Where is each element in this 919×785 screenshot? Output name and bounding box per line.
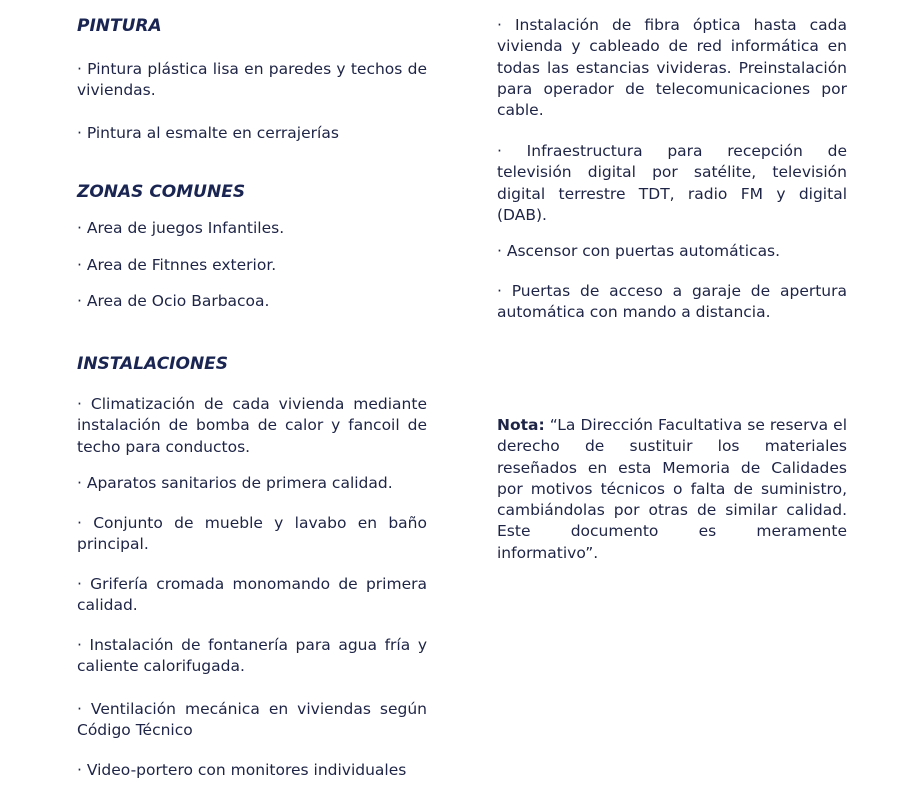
- list-item: · Puertas de acceso a garaje de apertura automática con mando a distancia.: [497, 282, 847, 322]
- section-heading-pintura: PINTURA: [77, 16, 162, 36]
- list-item: · Instalación de fontanería para agua fría y caliente calorifugada.: [77, 636, 427, 676]
- list-item: · Area de Ocio Barbacoa.: [77, 292, 270, 310]
- nota-text: “La Dirección Facultativa se reserva el derecho de sustituir los materiales reseñados en esta Memoria de Calidades por motivos técnicos o falta de suministro, cambiándolas por otras de similar calidad. Este documento es meramente informativo”.: [497, 416, 847, 562]
- section-heading-zonas-comunes: ZONAS COMUNES: [77, 182, 246, 202]
- list-item: · Area de Fitnnes exterior.: [77, 256, 277, 274]
- section-heading-instalaciones: INSTALACIONES: [77, 354, 229, 374]
- list-item: · Climatización de cada vivienda mediante instalación de bomba de calor y fancoil de techo para conductos.: [77, 395, 427, 456]
- list-item: · Conjunto de mueble y lavabo en baño principal.: [77, 514, 427, 554]
- nota-paragraph: [497, 415, 847, 564]
- list-item: · Ventilación mecánica en viviendas según Código Técnico: [77, 700, 427, 740]
- nota-label: Nota:: [497, 416, 545, 434]
- list-item: · Infraestructura para recepción de televisión digital por satélite, televisión digital terrestre TDT, radio FM y digital (DAB).: [497, 142, 847, 224]
- list-item: · Pintura plástica lisa en paredes y techos de viviendas.: [77, 60, 427, 100]
- list-item: · Pintura al esmalte en cerrajerías: [77, 124, 339, 142]
- list-item: · Grifería cromada monomando de primera calidad.: [77, 575, 427, 615]
- list-item: · Video-portero con monitores individuales: [77, 761, 407, 779]
- list-item: · Instalación de fibra óptica hasta cada vivienda y cableado de red informática en todas las estancias vivideras. Preinstalación para operador de telecomunicaciones por cable.: [497, 16, 847, 120]
- list-item: · Area de juegos Infantiles.: [77, 219, 285, 237]
- list-item: · Aparatos sanitarios de primera calidad.: [77, 474, 393, 492]
- list-item: · Ascensor con puertas automáticas.: [497, 242, 781, 260]
